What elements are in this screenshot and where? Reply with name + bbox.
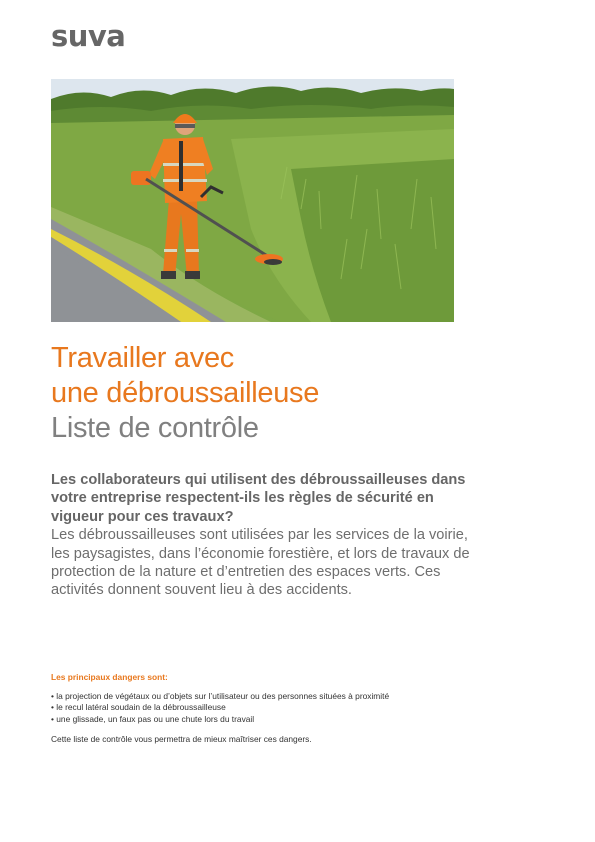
title-line-3: Liste de contrôle [51, 412, 259, 444]
title-line-1: Travailler avec [51, 342, 234, 374]
document-title [51, 341, 551, 446]
intro-body: Les débroussailleuses sont utilisées par les services de la voirie, les paysagistes, dans l’économie forestière, et lors de travaux de protection de la nature et d’entretien des espaces verts. Ces activités donnent souvent lieu à des accidents. [51, 527, 470, 599]
suva-logo: suva [51, 19, 126, 53]
dangers-heading: Les principaux dangers sont: [51, 672, 168, 682]
intro-section [51, 471, 471, 600]
list-item: • le recul latéral soudain de la débroussailleuse [51, 702, 491, 714]
intro-lead: Les collaborateurs qui utilisent des débroussailleuses dans votre entreprise respectent-ils les règles de sécurité en vigueur pour ces travaux? [51, 472, 466, 525]
list-item: • une glissade, un faux pas ou une chute lors du travail [51, 714, 491, 726]
list-item: • la projection de végétaux ou d’objets sur l’utilisateur ou des personnes situées à proximité [51, 691, 491, 703]
dangers-section [51, 672, 491, 746]
dangers-closing: Cette liste de contrôle vous permettra de mieux maîtriser ces dangers. [51, 734, 312, 745]
cover-photo [51, 79, 454, 322]
title-line-2: une débroussailleuse [51, 377, 320, 409]
dangers-list [51, 691, 491, 726]
